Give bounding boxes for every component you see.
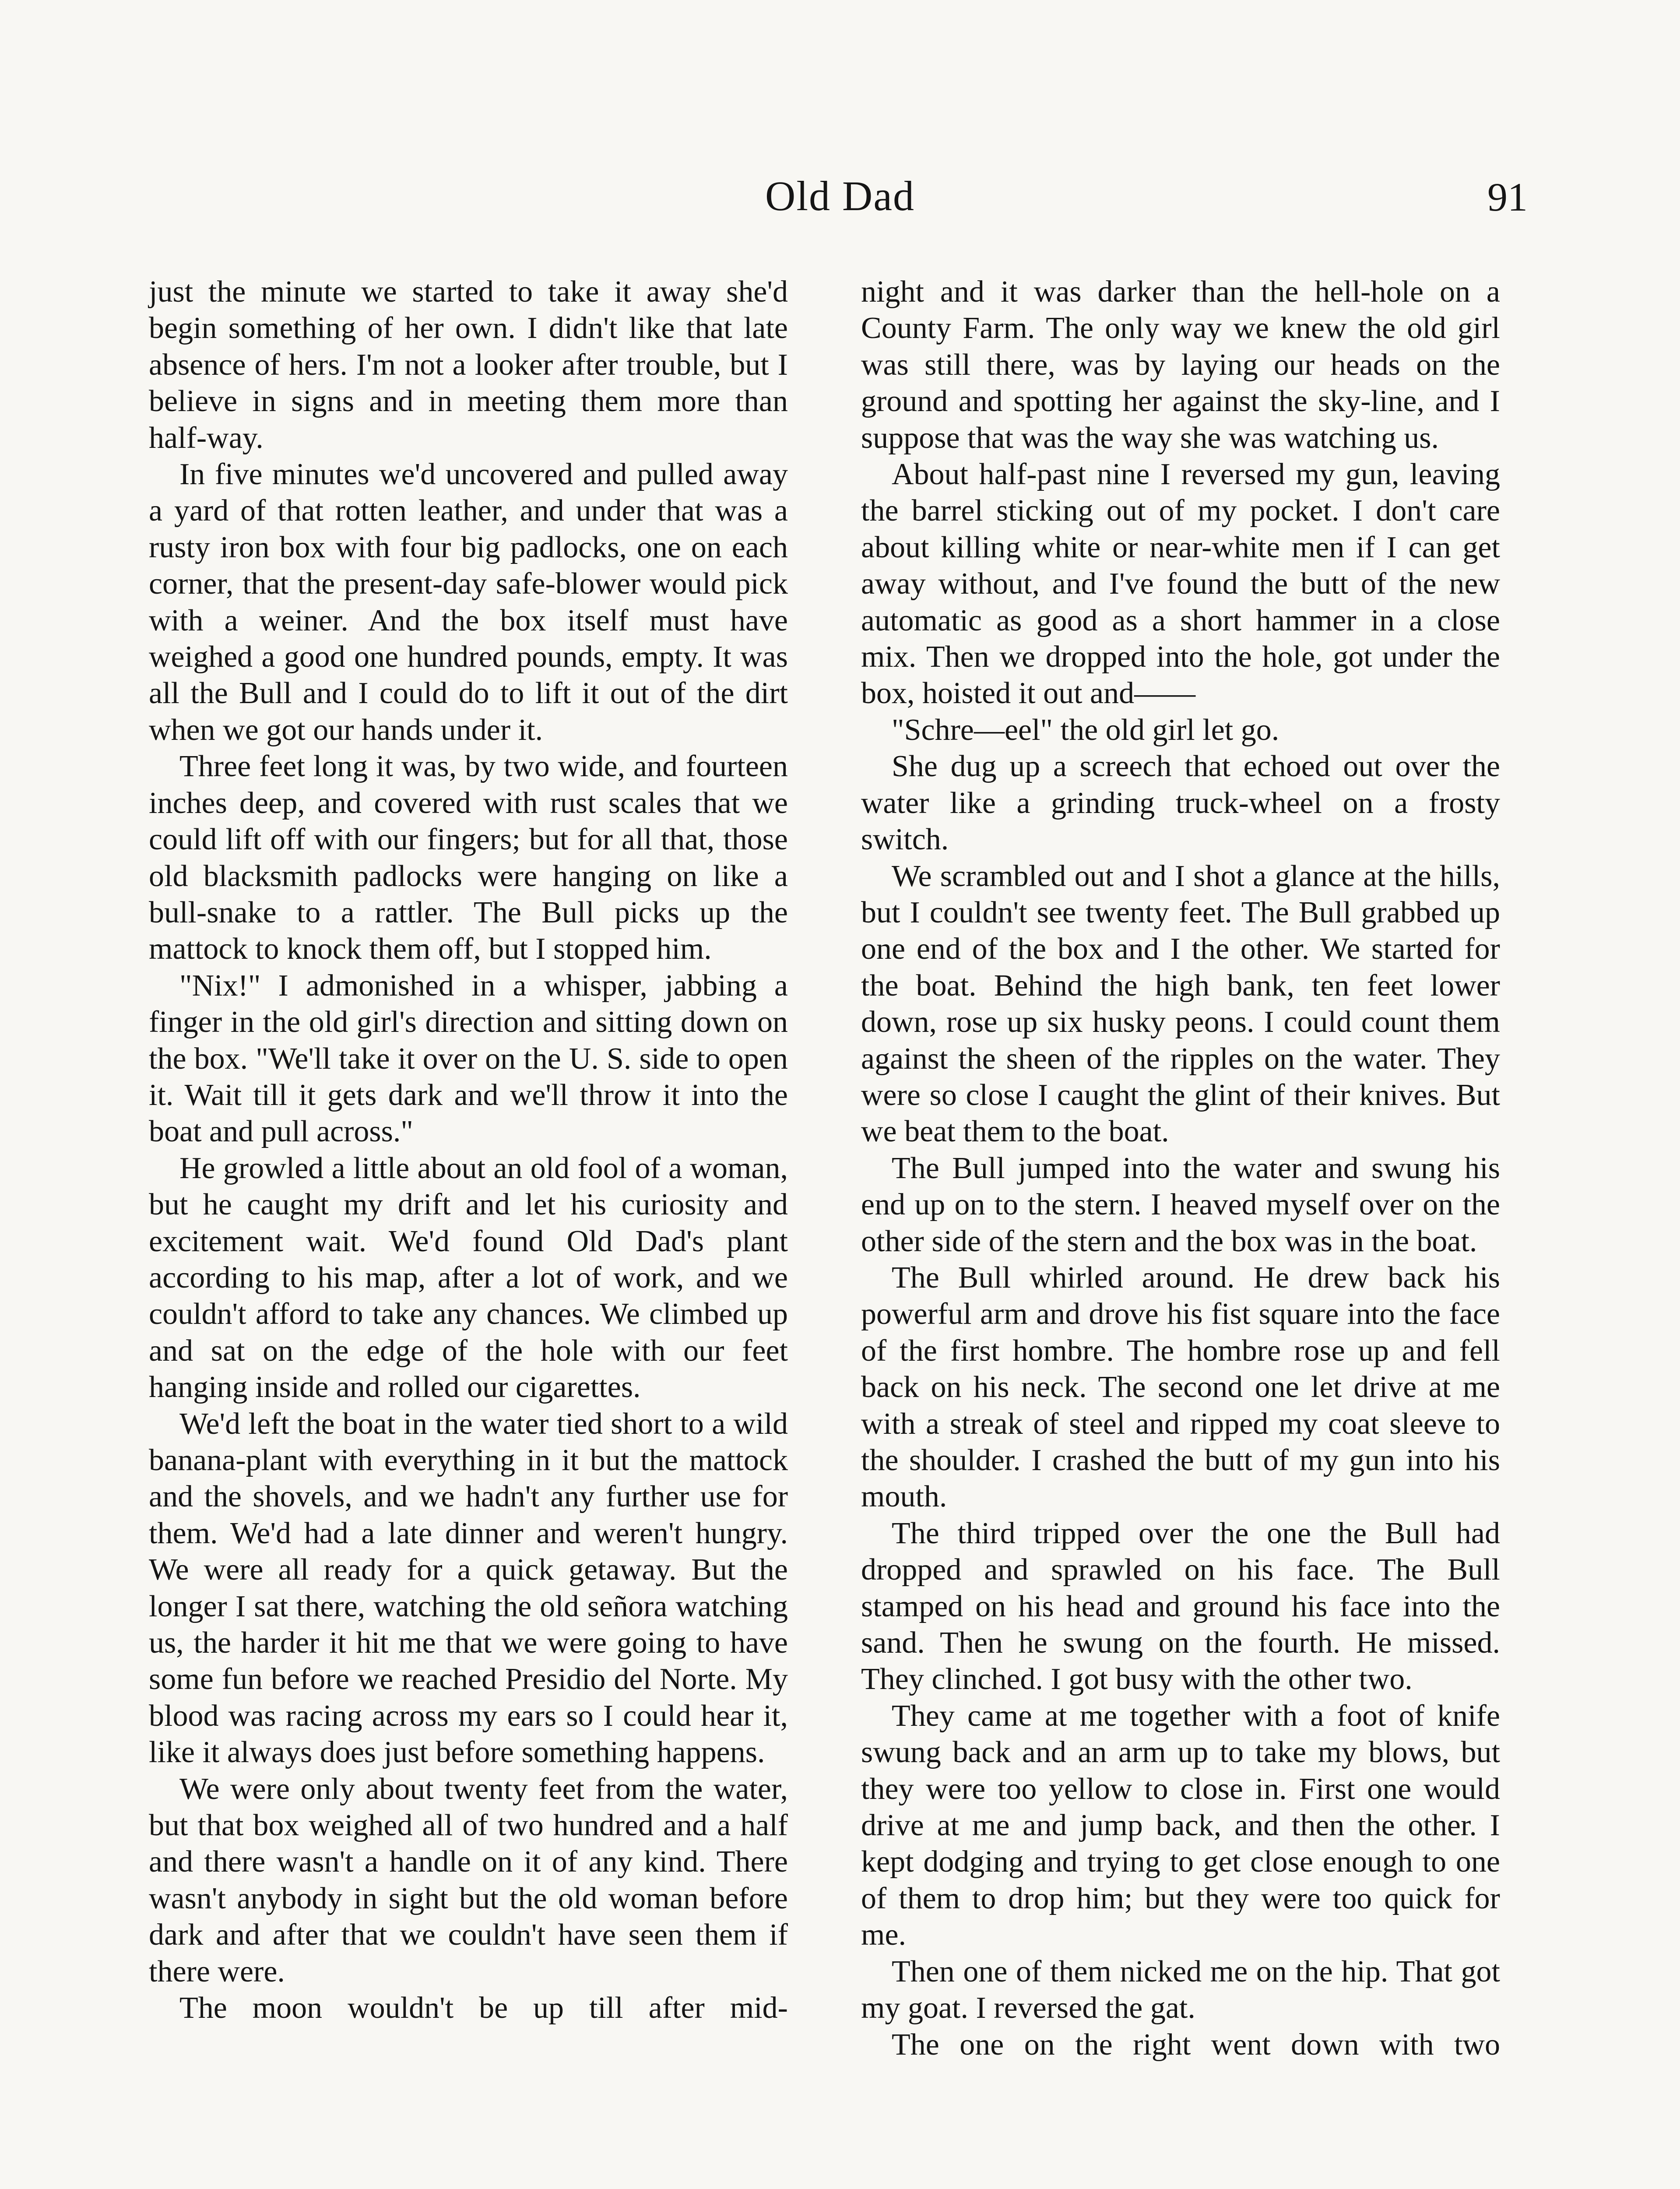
page-number: 91 (1487, 175, 1528, 219)
paragraph: "Schre—eel" the old girl let go. (892, 713, 1279, 747)
paragraph: Three feet long it was, by two wide, and fourteen inches deep, and covered with rust scales that we could lift off with our fingers; but for all that, those old blacksmith padlocks were hanging on like a bull-snake to a rattler. The Bull picks up the mattock to knock them off, but I stopped him. (149, 750, 788, 966)
paragraph: About half-past nine I reversed my gun, leaving the barrel sticking out of my pocket. I don't care about killing white or near-white men if I can get away without, and I've found the butt of the new automatic as good as a short hammer in a close mix. Then we dropped into the hole, got under the box, hoisted it out and—— (861, 458, 1500, 711)
page-title: Old Dad (765, 172, 915, 219)
paragraph: The moon wouldn't be up till after mid- (179, 1991, 788, 2025)
paragraph: The one on the right went down with two (892, 2027, 1500, 2062)
paragraph: just the minute we started to take it away she'd begin something of her own. I didn't like that late absence of hers. I'm not a looker after trouble, but I believe in signs and in meeting them more than half-way. (149, 275, 788, 455)
paragraph: They came at me together with a foot of knife swung back and an arm up to take my blows, but they were too yellow to close in. First one would drive at me and jump back, and then the other. I kept dodging and trying to get close enough to one of them to drop him; but they were too quick for me. (861, 1699, 1500, 1952)
paragraph: She dug up a screech that echoed out over the water like a grinding truck-wheel on a frosty switch. (861, 750, 1500, 857)
left-column (149, 274, 788, 2027)
paragraph: Then one of them nicked me on the hip. That got my goat. I reversed the gat. (861, 1954, 1500, 2025)
paragraph: We scrambled out and I shot a glance at the hills, but I couldn't see twenty feet. The Bull grabbed up one end of the box and I the other. We started for the boat. Behind the high bank, ten feet lower down, rose up six husky peons. I could count them against the sheen of the ripples on the water. They were so close I caught the glint of their knives. But we beat them to the boat. (861, 859, 1500, 1149)
paragraph: The Bull whirled around. He drew back his powerful arm and drove his fist square into the face of the first hombre. The hombre rose up and fell back on his neck. The second one let drive at me with a streak of steel and ripped my coat sleeve to the shoulder. I crashed the butt of my gun into his mouth. (861, 1260, 1500, 1514)
paragraph: The Bull jumped into the water and swung his end up on to the stern. I heaved myself over on the other side of the stern and the box was in the boat. (861, 1151, 1500, 1258)
paragraph: night and it was darker than the hell-hole on a County Farm. The only way we knew the old girl was still there, was by laying our heads on the ground and spotting her against the sky-line, and I suppose that was the way she was watching us. (861, 275, 1500, 455)
paragraph: The third tripped over the one the Bull had dropped and sprawled on his face. The Bull stamped on his head and ground his face into the sand. Then he swung on the fourth. He missed. They clinched. I got busy with the other two. (861, 1516, 1500, 1696)
paragraph: In five minutes we'd uncovered and pulled away a yard of that rotten leather, and under that was a rusty iron box with four big padlocks, one on each corner, that the present-day safe-blower would pick with a weiner. And the box itself must have weighed a good one hundred pounds, empty. It was all the Bull and I could do to lift it out of the dirt when we got our hands under it. (149, 458, 788, 747)
paragraph: We were only about twenty feet from the water, but that box weighed all of two hundred and a half and there wasn't a handle on it of any kind. There wasn't anybody in sight but the old woman before dark and after that we couldn't have seen them if there were. (149, 1772, 788, 1988)
paragraph: We'd left the boat in the water tied short to a wild banana-plant with everything in it but the mattock and the shovels, and we hadn't any further use for them. We'd had a late dinner and weren't hungry. We were all ready for a quick getaway. But the longer I sat there, watching the old señora watching us, the harder it hit me that we were going to have some fun before we reached Presidio del Norte. My blood was racing across my ears so I could hear it, like it always does just before something happens. (149, 1407, 788, 1770)
paragraph: He growled a little about an old fool of a woman, but he caught my drift and let his curiosity and excitement wait. We'd found Old Dad's plant according to his map, after a lot of work, and we couldn't afford to take any chances. We climbed up and sat on the edge of the hole with our feet hanging inside and rolled our cigarettes. (149, 1151, 788, 1404)
paragraph: "Nix!" I admonished in a whisper, jabbing a finger in the old girl's direction and sitting down on the box. "We'll take it over on the U. S. side to open it. Wait till it gets dark and we'll throw it into the boat and pull across." (149, 968, 788, 1149)
right-column (861, 274, 1500, 2063)
